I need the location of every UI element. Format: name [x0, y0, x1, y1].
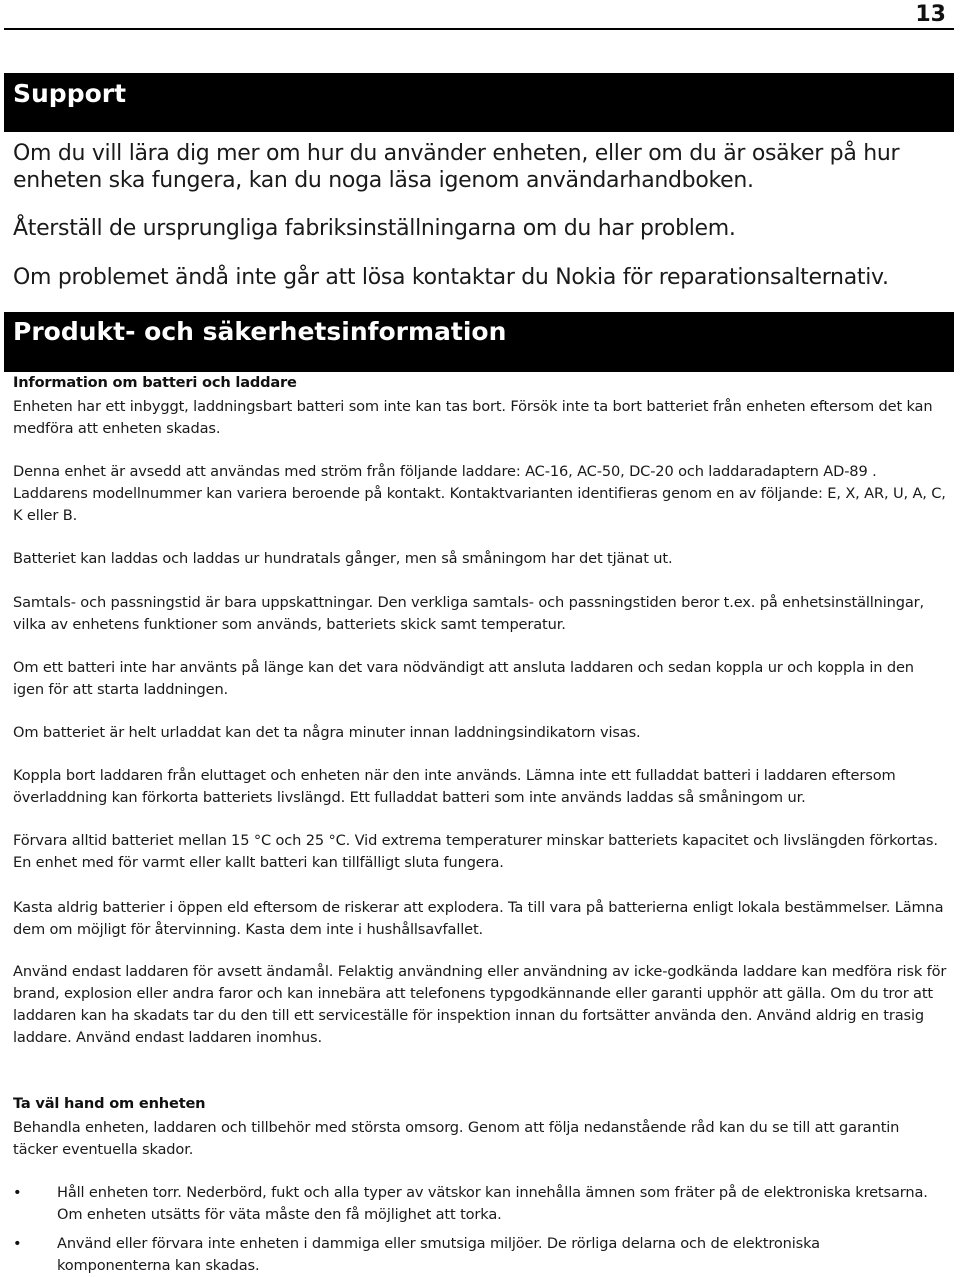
header-rule — [4, 28, 954, 30]
device-care-intro: Behandla enheten, laddaren och tillbehör med största omsorg. Genom att följa nedanstående råd kan du se till att garantin täcker eventuella skador. — [13, 1119, 900, 1158]
section-title-support: Support — [4, 73, 954, 132]
battery-paragraph: Denna enhet är avsedd att användas med ström från följande laddare: AC-16, AC-50, DC-20 och laddaradaptern AD-89 . Laddarens modellnummer kan variera beroende på kontakt. Kontaktvarianten identifieras genom en av följande: E, X, AR, U, A, C, K eller B. — [13, 463, 946, 524]
battery-paragraph: Använd endast laddaren för avsett ändamål. Felaktig användning eller användning av icke-godkända laddare kan medföra risk för brand, explosion eller andra faror och kan innebära att telefonens typgodkännande eller garanti upphör att gälla. Om du tror att laddaren kan ha skadats tar du den till ett serviceställe för inspektion innan du fortsätter använda den. Använd aldrig en trasig laddare. Använd endast laddaren inomhus. — [13, 963, 947, 1046]
section-title-product-safety: Produkt- och säkerhetsinformation — [4, 312, 954, 372]
battery-paragraph: Kasta aldrig batterier i öppen eld eftersom de riskerar att explodera. Ta till vara på batterierna enligt lokala bestämmelser. Lämna dem om möjligt för återvinning. Kasta dem inte i hushållsavfallet. — [13, 899, 944, 938]
bullet-icon: • — [13, 1184, 22, 1201]
battery-paragraph: Enheten har ett inbyggt, laddningsbart batteri som inte kan tas bort. Försök inte ta bort batteriet från enheten eftersom det kan medföra att enheten skadas. — [13, 398, 933, 437]
bullet-icon: • — [13, 1235, 22, 1252]
battery-paragraph: Koppla bort laddaren från eluttaget och enheten när den inte används. Lämna inte ett fulladdat batteri i laddaren eftersom överladdning kan förkorta batteriets livslängd. Ett fulladdat batteri som inte används laddas så småningom ur. — [13, 767, 896, 806]
battery-paragraph: Förvara alltid batteriet mellan 15 °C och 25 °C. Vid extrema temperaturer minskar batteriets kapacitet och livslängden förkortas. En enhet med för varmt eller kallt batteri kan tillfälligt sluta fungera. — [13, 832, 938, 871]
battery-paragraph: Om batteriet är helt urladdat kan det ta några minuter innan laddningsindikatorn visas. — [13, 724, 641, 741]
care-bullet-text: Använd eller förvara inte enheten i dammiga eller smutsiga miljöer. De rörliga delarna och de elektroniska komponenterna kan skadas. — [57, 1235, 820, 1274]
support-paragraph: Återställ de ursprungliga fabriksinställningarna om du har problem. — [13, 216, 736, 241]
battery-paragraph: Om ett batteri inte har använts på länge kan det vara nödvändigt att ansluta laddaren och sedan koppla ur och koppla in den igen för att starta laddningen. — [13, 659, 914, 698]
battery-paragraph: Samtals- och passningstid är bara uppskattningar. Den verkliga samtals- och passningstiden beror t.ex. på enhetsinställningar, vilka av enhetens funktioner som används, batteriets skick samt temperatur. — [13, 594, 925, 633]
device-care-heading: Ta väl hand om enheten — [13, 1095, 206, 1112]
care-bullet-text: Håll enheten torr. Nederbörd, fukt och alla typer av vätskor kan innehålla ämnen som fräter på de elektroniska kretsarna. Om enheten utsätts för väta måste den få möjlighet att torka. — [57, 1184, 928, 1223]
page-number: 13 — [915, 2, 946, 27]
battery-charger-heading: Information om batteri och laddare — [13, 374, 297, 391]
battery-paragraph: Batteriet kan laddas och laddas ur hundratals gånger, men så småningom har det tjänat ut. — [13, 550, 673, 567]
support-paragraph: Om problemet ändå inte går att lösa kontaktar du Nokia för reparationsalternativ. — [13, 265, 889, 290]
support-paragraph: Om du vill lära dig mer om hur du använder enheten, eller om du är osäker på hur enheten ska fungera, kan du noga läsa igenom användarhandboken. — [13, 141, 900, 193]
